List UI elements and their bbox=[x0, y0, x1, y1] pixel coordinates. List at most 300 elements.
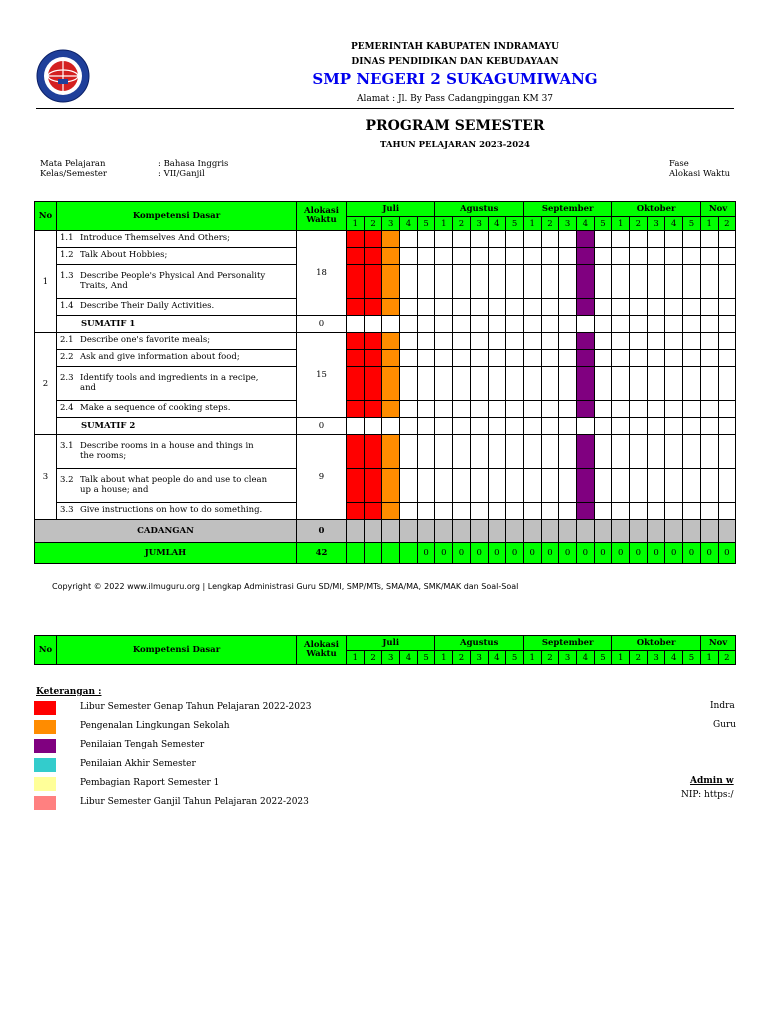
week-cell bbox=[718, 248, 736, 265]
week-cell bbox=[523, 367, 541, 401]
week-cell bbox=[347, 248, 365, 265]
week-cell bbox=[470, 350, 488, 367]
week-cell bbox=[647, 248, 665, 265]
header-week: 5 bbox=[683, 651, 701, 665]
week-cell bbox=[417, 265, 435, 299]
week-cell bbox=[576, 248, 594, 265]
kd-number: 1.3 bbox=[60, 271, 74, 282]
week-cell bbox=[364, 418, 382, 435]
week-cell bbox=[647, 350, 665, 367]
week-cell bbox=[435, 520, 453, 543]
week-cell bbox=[470, 231, 488, 248]
signature-role: Guru bbox=[713, 720, 737, 730]
week-cell bbox=[559, 350, 577, 367]
week-cell bbox=[382, 231, 400, 248]
week-cell bbox=[559, 367, 577, 401]
week-cell bbox=[700, 469, 718, 503]
week-cell bbox=[683, 248, 701, 265]
week-cell bbox=[435, 333, 453, 350]
week-cell bbox=[718, 265, 736, 299]
week-cell bbox=[647, 333, 665, 350]
jumlah-week-total: 0 bbox=[470, 543, 488, 564]
school-logo-icon bbox=[36, 49, 90, 103]
week-cell bbox=[506, 316, 524, 333]
header-week: 2 bbox=[453, 217, 471, 231]
week-cell bbox=[347, 231, 365, 248]
week-cell bbox=[665, 248, 683, 265]
week-cell bbox=[382, 333, 400, 350]
week-cell bbox=[435, 299, 453, 316]
week-cell bbox=[347, 469, 365, 503]
kd-number: 1.2 bbox=[60, 250, 74, 261]
week-cell bbox=[630, 350, 648, 367]
header-week: 2 bbox=[541, 217, 559, 231]
week-cell bbox=[488, 248, 506, 265]
week-cell bbox=[594, 520, 612, 543]
legend-label: Libur Semester Genap Tahun Pelajaran 2022-2023 bbox=[80, 702, 312, 712]
week-cell bbox=[700, 350, 718, 367]
kompetensi-dasar-item bbox=[57, 435, 297, 469]
week-cell bbox=[523, 520, 541, 543]
kompetensi-dasar-item bbox=[57, 401, 297, 418]
week-cell bbox=[453, 469, 471, 503]
week-cell bbox=[347, 299, 365, 316]
week-cell bbox=[718, 435, 736, 469]
kompetensi-dasar-item bbox=[57, 350, 297, 367]
week-cell bbox=[683, 367, 701, 401]
week-cell bbox=[700, 520, 718, 543]
week-cell bbox=[630, 248, 648, 265]
week-cell bbox=[364, 333, 382, 350]
week-cell bbox=[523, 401, 541, 418]
week-cell bbox=[523, 299, 541, 316]
header-week: 2 bbox=[541, 651, 559, 665]
week-cell bbox=[470, 435, 488, 469]
header-week: 2 bbox=[718, 651, 736, 665]
week-cell bbox=[435, 231, 453, 248]
week-cell bbox=[718, 299, 736, 316]
legend-label: Pembagian Raport Semester 1 bbox=[80, 778, 220, 788]
week-cell bbox=[382, 435, 400, 469]
row-number: 1 bbox=[35, 231, 57, 333]
week-cell bbox=[382, 418, 400, 435]
week-cell bbox=[647, 401, 665, 418]
week-cell bbox=[630, 265, 648, 299]
jumlah-week-total: 0 bbox=[559, 543, 577, 564]
week-cell bbox=[718, 503, 736, 520]
kd-number: 2.4 bbox=[60, 403, 74, 414]
week-cell bbox=[718, 367, 736, 401]
week-cell bbox=[683, 299, 701, 316]
week-cell bbox=[364, 231, 382, 248]
week-cell bbox=[630, 503, 648, 520]
week-cell bbox=[594, 333, 612, 350]
week-cell bbox=[506, 469, 524, 503]
week-cell bbox=[594, 418, 612, 435]
week-cell bbox=[347, 367, 365, 401]
week-cell bbox=[382, 401, 400, 418]
header-week: 4 bbox=[576, 217, 594, 231]
kd-text: Identify tools and ingredients in a recipe, and bbox=[80, 373, 259, 393]
week-cell bbox=[630, 435, 648, 469]
week-cell bbox=[718, 316, 736, 333]
week-cell bbox=[647, 231, 665, 248]
header-week: 5 bbox=[506, 217, 524, 231]
week-cell bbox=[453, 248, 471, 265]
week-cell bbox=[700, 418, 718, 435]
week-cell bbox=[612, 350, 630, 367]
week-cell bbox=[683, 231, 701, 248]
week-cell bbox=[647, 469, 665, 503]
header-week: 3 bbox=[382, 651, 400, 665]
week-cell bbox=[647, 520, 665, 543]
row-number: 2 bbox=[35, 333, 57, 435]
header-month: Juli bbox=[347, 636, 435, 651]
school-address: Alamat : Jl. By Pass Cadangpinggan KM 37 bbox=[356, 94, 554, 104]
jumlah-week-total bbox=[347, 543, 365, 564]
week-cell bbox=[559, 248, 577, 265]
jumlah-week-total: 0 bbox=[630, 543, 648, 564]
time-allocation-label: Alokasi Waktu bbox=[669, 169, 731, 179]
week-cell bbox=[347, 435, 365, 469]
week-cell bbox=[541, 231, 559, 248]
copyright-text: Copyright © 2022 www.ilmuguru.org | Lengkap Administrasi Guru SD/MI, SMP/MTs, SMA/MA, SMK/MAK dan Soal-Soal bbox=[52, 582, 519, 591]
week-cell bbox=[382, 469, 400, 503]
week-cell bbox=[523, 333, 541, 350]
header-no: No bbox=[35, 202, 57, 231]
header-week: 4 bbox=[576, 651, 594, 665]
header-week: 1 bbox=[700, 651, 718, 665]
week-cell bbox=[347, 350, 365, 367]
header-month: September bbox=[523, 202, 611, 217]
week-cell bbox=[541, 299, 559, 316]
week-cell bbox=[470, 520, 488, 543]
week-cell bbox=[523, 265, 541, 299]
week-cell bbox=[594, 435, 612, 469]
week-cell bbox=[541, 418, 559, 435]
header-week: 1 bbox=[612, 217, 630, 231]
week-cell bbox=[700, 435, 718, 469]
row-number: 3 bbox=[35, 435, 57, 520]
week-cell bbox=[665, 350, 683, 367]
header-kompetensi-dasar: Kompetensi Dasar bbox=[57, 202, 297, 231]
jumlah-week-total bbox=[364, 543, 382, 564]
kd-text: Talk about what people do and use to clean up a house; and bbox=[80, 475, 268, 495]
week-cell bbox=[382, 350, 400, 367]
week-cell bbox=[470, 248, 488, 265]
week-cell bbox=[506, 299, 524, 316]
week-cell bbox=[541, 265, 559, 299]
week-cell bbox=[382, 265, 400, 299]
kompetensi-dasar-item bbox=[57, 231, 297, 248]
header-alokasi-waktu: Alokasi Waktu bbox=[297, 202, 347, 231]
week-cell bbox=[470, 503, 488, 520]
week-cell bbox=[647, 367, 665, 401]
week-cell bbox=[576, 367, 594, 401]
jumlah-week-total bbox=[382, 543, 400, 564]
week-cell bbox=[506, 520, 524, 543]
week-cell bbox=[382, 367, 400, 401]
week-cell bbox=[488, 350, 506, 367]
week-cell bbox=[488, 520, 506, 543]
week-cell bbox=[718, 469, 736, 503]
week-cell bbox=[435, 265, 453, 299]
week-cell bbox=[665, 231, 683, 248]
week-cell bbox=[523, 350, 541, 367]
jumlah-week-total: 0 bbox=[541, 543, 559, 564]
academic-year: TAHUN PELAJARAN 2023-2024 bbox=[380, 140, 530, 150]
week-cell bbox=[718, 231, 736, 248]
week-cell bbox=[559, 299, 577, 316]
kd-number: 3.2 bbox=[60, 475, 74, 486]
header-line-1: PEMERINTAH KABUPATEN INDRAMAYU bbox=[350, 42, 560, 52]
week-cell bbox=[364, 367, 382, 401]
week-cell bbox=[718, 520, 736, 543]
week-cell bbox=[417, 367, 435, 401]
week-cell bbox=[541, 350, 559, 367]
week-cell bbox=[576, 316, 594, 333]
week-cell bbox=[400, 316, 418, 333]
kd-number: 2.2 bbox=[60, 352, 74, 363]
header-week: 1 bbox=[435, 217, 453, 231]
week-cell bbox=[488, 435, 506, 469]
jumlah-week-total: 0 bbox=[612, 543, 630, 564]
legend-label: Penilaian Tengah Semester bbox=[80, 740, 205, 750]
week-cell bbox=[506, 350, 524, 367]
header-week: 5 bbox=[417, 217, 435, 231]
header-week: 2 bbox=[718, 217, 736, 231]
jumlah-week-total: 0 bbox=[576, 543, 594, 564]
week-cell bbox=[417, 418, 435, 435]
week-cell bbox=[435, 435, 453, 469]
week-cell bbox=[576, 503, 594, 520]
week-cell bbox=[541, 316, 559, 333]
week-cell bbox=[435, 367, 453, 401]
week-cell bbox=[417, 316, 435, 333]
week-cell bbox=[559, 316, 577, 333]
week-cell bbox=[382, 520, 400, 543]
header-week: 2 bbox=[453, 651, 471, 665]
week-cell bbox=[400, 418, 418, 435]
legend-swatch bbox=[34, 777, 56, 791]
week-cell bbox=[435, 418, 453, 435]
week-cell bbox=[523, 503, 541, 520]
week-cell bbox=[417, 350, 435, 367]
header-month: Nov bbox=[700, 202, 735, 217]
week-cell bbox=[612, 367, 630, 401]
week-cell bbox=[488, 265, 506, 299]
week-cell bbox=[683, 520, 701, 543]
week-cell bbox=[453, 520, 471, 543]
week-cell bbox=[364, 265, 382, 299]
header-week: 5 bbox=[594, 217, 612, 231]
week-cell bbox=[347, 401, 365, 418]
week-cell bbox=[630, 367, 648, 401]
week-cell bbox=[382, 503, 400, 520]
week-cell bbox=[488, 503, 506, 520]
legend-swatch bbox=[34, 701, 56, 715]
week-cell bbox=[683, 418, 701, 435]
kd-text: Describe one's favorite meals; bbox=[80, 335, 211, 346]
header-week: 2 bbox=[364, 651, 382, 665]
week-cell bbox=[630, 231, 648, 248]
week-cell bbox=[470, 333, 488, 350]
week-cell bbox=[488, 418, 506, 435]
header-week: 5 bbox=[683, 217, 701, 231]
week-cell bbox=[700, 231, 718, 248]
week-cell bbox=[364, 503, 382, 520]
kompetensi-dasar-item bbox=[57, 503, 297, 520]
week-cell bbox=[506, 231, 524, 248]
week-cell bbox=[523, 231, 541, 248]
signature-nip: NIP: https:/ bbox=[681, 790, 734, 800]
week-cell bbox=[683, 265, 701, 299]
week-cell bbox=[665, 316, 683, 333]
week-cell bbox=[523, 418, 541, 435]
kd-text: Describe rooms in a house and things in the rooms; bbox=[80, 441, 254, 461]
week-cell bbox=[506, 418, 524, 435]
week-cell bbox=[400, 503, 418, 520]
week-cell bbox=[576, 231, 594, 248]
week-cell bbox=[347, 333, 365, 350]
header-week: 4 bbox=[400, 651, 418, 665]
week-cell bbox=[718, 401, 736, 418]
phase-label: Fase bbox=[669, 159, 689, 169]
week-cell bbox=[435, 316, 453, 333]
header-month: Oktober bbox=[612, 636, 700, 651]
week-cell bbox=[647, 418, 665, 435]
week-cell bbox=[559, 333, 577, 350]
week-cell bbox=[683, 350, 701, 367]
header-week: 3 bbox=[470, 217, 488, 231]
header-line-2: DINAS PENDIDIKAN DAN KEBUDAYAAN bbox=[351, 57, 559, 67]
week-cell bbox=[630, 401, 648, 418]
header-month: Oktober bbox=[612, 202, 700, 217]
kd-number: 2.1 bbox=[60, 335, 74, 346]
semester-program-table bbox=[34, 201, 736, 564]
week-cell bbox=[700, 248, 718, 265]
header-week: 3 bbox=[559, 651, 577, 665]
week-cell bbox=[665, 418, 683, 435]
week-cell bbox=[506, 265, 524, 299]
week-cell bbox=[576, 401, 594, 418]
week-cell bbox=[576, 418, 594, 435]
week-cell bbox=[594, 299, 612, 316]
jumlah-value: 42 bbox=[297, 543, 347, 564]
subject-value: : Bahasa Inggris bbox=[158, 159, 229, 169]
week-cell bbox=[594, 231, 612, 248]
header-week: 1 bbox=[435, 651, 453, 665]
week-cell bbox=[665, 435, 683, 469]
week-cell bbox=[700, 503, 718, 520]
week-cell bbox=[630, 316, 648, 333]
header-month: Juli bbox=[347, 202, 435, 217]
week-cell bbox=[612, 469, 630, 503]
week-cell bbox=[700, 401, 718, 418]
week-cell bbox=[400, 469, 418, 503]
week-cell bbox=[683, 503, 701, 520]
week-cell bbox=[400, 265, 418, 299]
cadangan-value: 0 bbox=[297, 520, 347, 543]
week-cell bbox=[559, 469, 577, 503]
alokasi-waktu-value: 9 bbox=[297, 435, 347, 520]
week-cell bbox=[594, 265, 612, 299]
header-month: Agustus bbox=[435, 202, 523, 217]
week-cell bbox=[559, 503, 577, 520]
jumlah-week-total: 0 bbox=[718, 543, 736, 564]
week-cell bbox=[576, 435, 594, 469]
header-week: 1 bbox=[347, 651, 365, 665]
week-cell bbox=[630, 299, 648, 316]
week-cell bbox=[612, 435, 630, 469]
kd-number: 3.1 bbox=[60, 441, 74, 452]
header-kompetensi-dasar: Kompetensi Dasar bbox=[57, 636, 297, 665]
jumlah-week-total bbox=[400, 543, 418, 564]
jumlah-week-total: 0 bbox=[417, 543, 435, 564]
week-cell bbox=[470, 367, 488, 401]
week-cell bbox=[559, 418, 577, 435]
week-cell bbox=[559, 435, 577, 469]
week-cell bbox=[364, 299, 382, 316]
week-cell bbox=[364, 316, 382, 333]
week-cell bbox=[417, 469, 435, 503]
week-cell bbox=[364, 520, 382, 543]
header-week: 1 bbox=[523, 217, 541, 231]
legend-swatch bbox=[34, 796, 56, 810]
jumlah-week-total: 0 bbox=[683, 543, 701, 564]
week-cell bbox=[541, 469, 559, 503]
week-cell bbox=[576, 299, 594, 316]
sumatif-label: SUMATIF 2 bbox=[57, 418, 297, 435]
week-cell bbox=[718, 333, 736, 350]
week-cell bbox=[488, 316, 506, 333]
kd-text: Introduce Themselves And Others; bbox=[80, 233, 231, 244]
jumlah-week-total: 0 bbox=[453, 543, 471, 564]
week-cell bbox=[683, 401, 701, 418]
week-cell bbox=[453, 435, 471, 469]
legend-swatch bbox=[34, 758, 56, 772]
kd-text: Give instructions on how to do something. bbox=[80, 505, 263, 516]
kompetensi-dasar-item bbox=[57, 248, 297, 265]
week-cell bbox=[683, 333, 701, 350]
week-cell bbox=[647, 316, 665, 333]
week-cell bbox=[506, 248, 524, 265]
header-week: 2 bbox=[630, 651, 648, 665]
second-header-table bbox=[34, 635, 736, 665]
week-cell bbox=[700, 265, 718, 299]
week-cell bbox=[576, 265, 594, 299]
header-week: 4 bbox=[665, 217, 683, 231]
header-week: 5 bbox=[506, 651, 524, 665]
week-cell bbox=[400, 401, 418, 418]
week-cell bbox=[612, 418, 630, 435]
week-cell bbox=[630, 418, 648, 435]
week-cell bbox=[559, 520, 577, 543]
week-cell bbox=[718, 418, 736, 435]
week-cell bbox=[347, 418, 365, 435]
week-cell bbox=[453, 401, 471, 418]
jumlah-week-total: 0 bbox=[435, 543, 453, 564]
week-cell bbox=[417, 333, 435, 350]
kompetensi-dasar-item bbox=[57, 333, 297, 350]
week-cell bbox=[400, 435, 418, 469]
header-week: 5 bbox=[417, 651, 435, 665]
week-cell bbox=[364, 469, 382, 503]
header-week: 3 bbox=[382, 217, 400, 231]
kompetensi-dasar-item bbox=[57, 265, 297, 299]
sumatif-label: SUMATIF 1 bbox=[57, 316, 297, 333]
header-month: Agustus bbox=[435, 636, 523, 651]
